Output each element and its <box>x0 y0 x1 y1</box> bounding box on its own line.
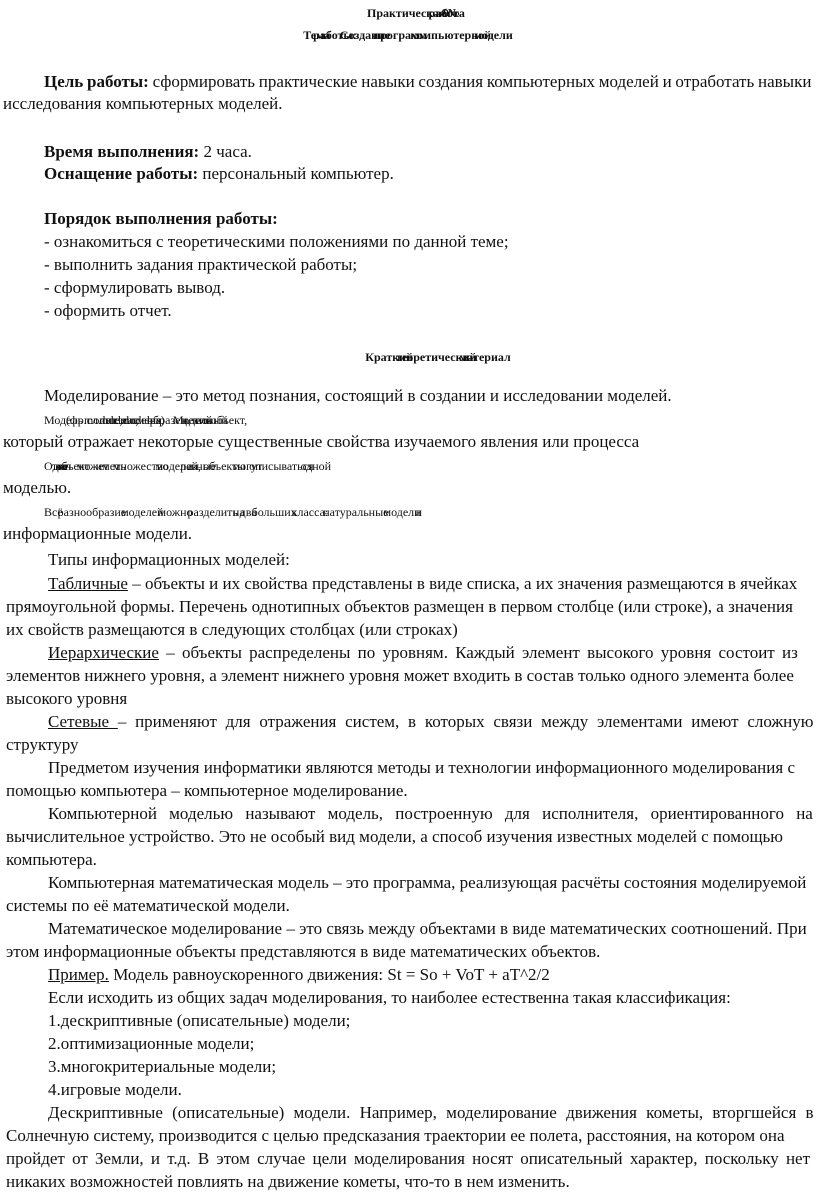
paragraph-line: информационные модели. <box>3 524 193 543</box>
net-line-2: структуру <box>6 735 79 754</box>
paragraph-line: Компьютерной моделью называют модель, построенную для исполнителя, ориентированного на <box>48 804 813 823</box>
paragraph-text: Модель (фр.сл. modele, ит. сл. modelo, лат. сл. modelus) – мера, образец. Модель - некий новый объект, <box>44 413 248 427</box>
hier-line-1 <box>48 642 798 664</box>
net-term: Сетевые <box>48 712 118 731</box>
classification-item: 3.многокритериальные модели; <box>48 1057 277 1076</box>
classification-intro: Если исходить из общих задач моделирования, то наиболее естественна такая классификация: <box>48 988 731 1007</box>
tabular-line-2: прямоугольной формы. Перечень однотипных объектов размещен в первом столбце (или строке), а значения <box>6 597 793 616</box>
paragraph-line: никаких возможностей повлиять на движение кометы, что-то в нем изменить. <box>6 1172 570 1191</box>
procedure-step: - сформулировать вывод. <box>44 278 226 297</box>
paragraph-line: Математическое моделирование – это связь между объектами в виде математических соотношений. При <box>48 919 807 938</box>
example-label: Пример. <box>48 965 109 984</box>
paragraph-line: системы по её математической модели. <box>6 896 290 915</box>
example-text: Модель равноускоренного движения: St = So + VoT + aT^2/2 <box>108 965 550 984</box>
equipment-value: персональный компьютер. <box>198 164 394 183</box>
goal-line-1 <box>44 71 811 93</box>
paragraph-line: Моделирование – это метод познания, состоящий в создании и исследовании моделей. <box>44 386 672 405</box>
goal-label: Цель работы: <box>44 72 149 91</box>
time-label: Время выполнения: <box>44 142 200 161</box>
paragraph-line: Дескриптивные (описательные) модели. Например, моделирование движения кометы, вторгшейся в <box>48 1103 814 1122</box>
hier-line-3: высокого уровня <box>6 689 128 708</box>
hier-term: Иерархические <box>48 643 159 662</box>
tabular-line-1 <box>48 573 797 595</box>
paragraph-line: компьютера. <box>6 850 97 869</box>
tabular-text: – объекты и их свойства представлены в виде списка, а их значения размещаются в ячейках <box>127 574 798 593</box>
work-topic: Тема работы: Создание программ компьютерной модели <box>303 28 513 42</box>
procedure-step: - оформить отчет. <box>44 301 172 320</box>
theory-heading: Краткий теоретический материал <box>365 350 511 364</box>
time-value: 2 часа. <box>199 142 252 161</box>
tabular-term: Табличные <box>48 574 128 593</box>
paragraph-line: Всё разнообразие моделей можно разделить на два больших класса: натуральные модели и <box>44 505 422 519</box>
equipment-label: Оснащение работы: <box>44 164 199 183</box>
paragraph-line: помощью компьютера – компьютерное моделирование. <box>6 781 408 800</box>
paragraph-line: пройдет от Земли, и т.д. В этом случае цели моделирования носят описательный характер, поскольку нет <box>6 1149 811 1168</box>
classification-item: 1.дескриптивные (описательные) модели; <box>48 1011 351 1030</box>
hier-line-2: элементов нижнего уровня, а элемент нижнего уровня может входить в состав только одного элемента более <box>6 666 794 685</box>
paragraph-line: вычислительное устройство. Это не особый вид модели, а способ изучения известных моделей с помощью <box>6 827 784 846</box>
procedure-step: - ознакомиться с теоретическими положениями по данной теме; <box>44 232 509 251</box>
classification-item: 2.оптимизационные модели; <box>48 1034 255 1053</box>
goal-text-1: сформировать практические навыки создания компьютерных моделей и отработать навыки <box>148 72 812 91</box>
paragraph-line: Солнечную систему, производится с целью предсказания траектории ее полета, расстояния, на котором она <box>6 1126 785 1145</box>
example-line <box>48 964 550 986</box>
hier-text: – объекты распределены по уровням. Каждый элемент высокого уровня состоит из <box>158 643 798 662</box>
paragraph-line <box>44 409 816 431</box>
paragraph-line: Один и тот же объект может иметь множество моделей, а разные объекты могут описываться одной <box>44 459 332 473</box>
time-line <box>44 141 252 163</box>
net-line-1 <box>48 711 813 733</box>
procedure-step: - выполнить задания практической работы; <box>44 255 358 274</box>
classification-item: 4.игровые модели. <box>48 1080 182 1099</box>
work-title: Практическая работа № 9 <box>367 6 449 20</box>
paragraph-line: моделью. <box>3 478 72 497</box>
paragraph-line: который отражает некоторые существенные свойства изучаемого явления или процесса <box>3 432 640 451</box>
goal-line-2: исследования компьютерных моделей. <box>3 94 283 113</box>
procedure-label: Порядок выполнения работы: <box>44 209 278 228</box>
net-text: – применяют для отражения систем, в которых связи между элементами имеют сложную <box>117 712 814 731</box>
tabular-line-3: их свойств размещаются в следующих столбцах (или строках) <box>6 620 458 639</box>
paragraph-line: Компьютерная математическая модель – это программа, реализующая расчёты состояния моделируемой <box>48 873 807 892</box>
types-intro: Типы информационных моделей: <box>48 550 290 569</box>
paragraph-line: этом информационные объекты представляются в виде математических объектов. <box>6 942 601 961</box>
equipment-line <box>44 163 394 185</box>
paragraph-line: Предметом изучения информатики являются методы и технологии информационного моделирования с <box>48 758 795 777</box>
